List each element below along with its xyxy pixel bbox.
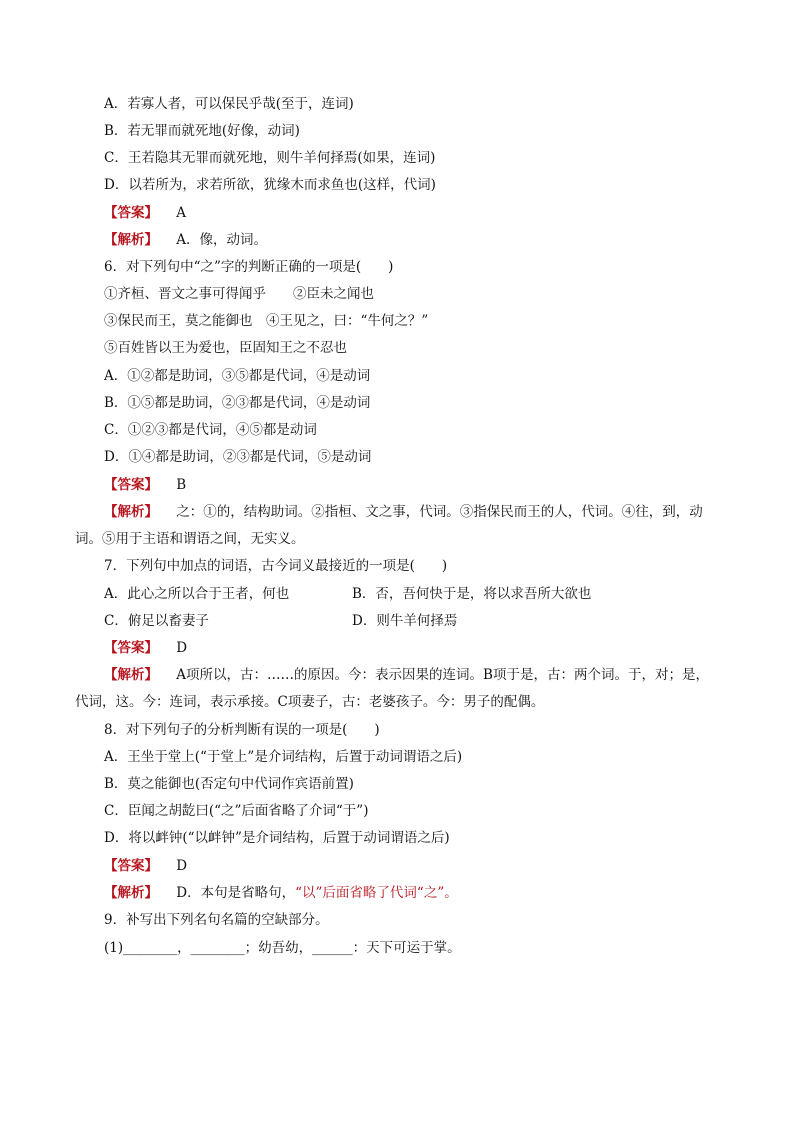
- q9-stem: 9．补写出下列名句名篇的空缺部分。: [104, 912, 329, 928]
- q8-option-a: A．王坐于堂上(“于堂上”是介词结构，后置于动词谓语之后): [104, 749, 463, 765]
- q7-analysis-line: [104, 665, 709, 685]
- q6-answer: B: [176, 477, 187, 493]
- answer-label: 【答案】: [104, 477, 158, 493]
- q7-answer: D: [176, 640, 188, 656]
- q7-answer-line: [104, 638, 187, 658]
- q5-option-c: C．王若隐其无罪而就死地，则牛羊何择焉(如果，连词): [104, 150, 436, 166]
- q8-stem: 8．对下列句子的分析判断有误的一项是( ): [104, 722, 380, 738]
- q6-analysis-2: 词。⑤用于主语和谓语之间，无实义。: [75, 531, 305, 547]
- q8-option-b: B．莫之能御也(否定句中代词作宾语前置): [104, 776, 354, 792]
- q5-option-b: B．若无罪而就死地(好像，动词): [104, 123, 300, 139]
- answer-label: 【答案】: [104, 205, 158, 221]
- q6-stem: 6．对下列句中“之”字的判断正确的一项是( ): [104, 259, 394, 275]
- analysis-label: 【解析】: [104, 885, 158, 901]
- q7-stem: 7．下列句中加点的词语，古今词义最接近的一项是( ): [104, 558, 448, 574]
- q8-option-d: D．将以衅钟(“以衅钟”是介词结构，后置于动词谓语之后): [104, 830, 450, 846]
- answer-label: 【答案】: [104, 858, 158, 874]
- answer-label: 【答案】: [104, 640, 158, 656]
- q6-analysis-line: [104, 502, 703, 522]
- q7-option-a: A．此心之所以合于王者，何也: [104, 586, 290, 602]
- q5-analysis: A．像，动词。: [176, 232, 268, 248]
- q7-option-c: C．俯足以畜妻子: [104, 613, 209, 629]
- q7-option-d: D．则牛羊何择焉: [352, 613, 458, 629]
- q6-item-line-1: ①齐桓、晋文之事可得闻乎 ②臣未之闻也: [104, 286, 374, 302]
- analysis-label: 【解析】: [104, 504, 158, 520]
- q7-analysis-1: A项所以，古：……的原因。今：表示因果的连词。B项于是，古：两个词。于，对；是，: [176, 667, 709, 683]
- q6-item-line-2: ③保民而王，莫之能御也 ④王见之，曰：“牛何之？”: [104, 313, 429, 329]
- q6-option-d: D．①④都是助词，②③都是代词，⑤是动词: [104, 449, 372, 465]
- q6-option-a: A．①②都是助词，③⑤都是代词，④是动词: [104, 368, 371, 384]
- q5-analysis-line: [104, 230, 267, 250]
- q9-item-1: (1)________，________；幼吾幼，______：天下可运于掌。: [104, 940, 461, 956]
- q6-analysis-1: 之：①的，结构助词。②指桓、文之事，代词。③指保民而王的人，代词。④往，到，动: [176, 504, 703, 520]
- q6-option-c: C．①②③都是代词，④⑤都是动词: [104, 422, 317, 438]
- q8-analysis-highlight: “以”后面省略了代词“之”。: [295, 885, 458, 901]
- analysis-label: 【解析】: [104, 667, 158, 683]
- q6-option-b: B．①⑤都是助词，②③都是代词，④是动词: [104, 395, 371, 411]
- q7-analysis-2: 代词，这。今：连词，表示承接。C项妻子，古：老婆孩子。今：男子的配偶。: [75, 694, 545, 710]
- analysis-label: 【解析】: [104, 232, 158, 248]
- q6-item-line-3: ⑤百姓皆以王为爱也，臣固知王之不忍也: [104, 340, 347, 356]
- q8-analysis-text: D．本句是省略句，: [176, 885, 296, 901]
- q8-option-c: C．臣闻之胡龁曰(“之”后面省略了介词“于”): [104, 803, 369, 819]
- q5-option-a: A．若寡人者，可以保民乎哉(至于，连词): [104, 96, 354, 112]
- q6-answer-line: [104, 475, 186, 495]
- q8-analysis-line: [104, 883, 458, 903]
- q5-answer-line: [104, 203, 186, 223]
- q8-answer: D: [176, 858, 188, 874]
- q7-option-b: B．否，吾何快于是，将以求吾所大欲也: [352, 586, 592, 602]
- q5-option-d: D．以若所为，求若所欲，犹缘木而求鱼也(这样，代词): [104, 177, 436, 193]
- q8-answer-line: [104, 856, 187, 876]
- q5-answer: A: [176, 205, 187, 221]
